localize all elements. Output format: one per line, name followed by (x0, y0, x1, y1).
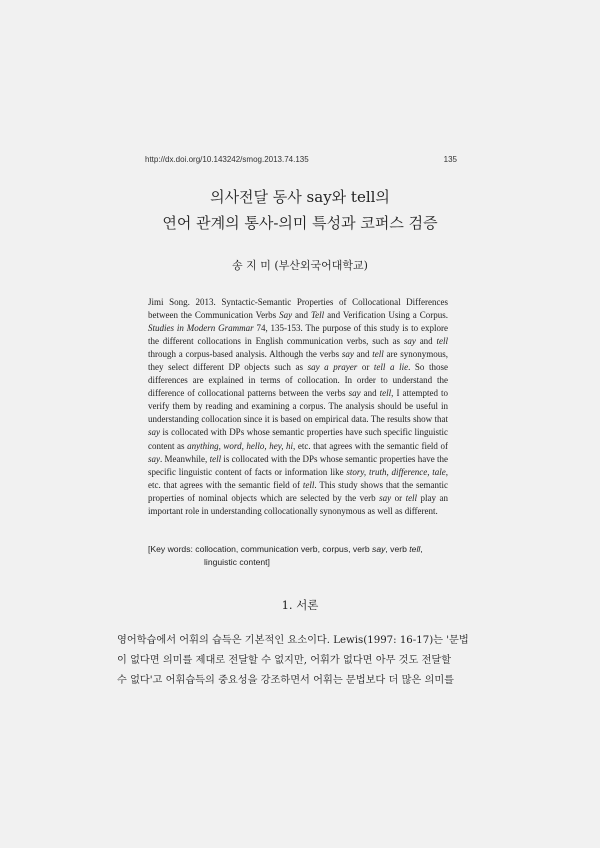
author-line: 송 지 미 (부산외국어대학교) (232, 259, 368, 272)
title-line-2: 연어 관계의 통사-의미 특성과 코퍼스 검증 (162, 214, 438, 232)
keywords-line-2: linguistic content] (204, 556, 270, 567)
section-heading: 1. 서론 (281, 598, 319, 612)
abstract: Jimi Song. 2013. Syntactic-Semantic Properties of Collocational Differences between the Communication Verbs Say and Tell and Verification Using a Corpus. Studies in Modern Grammar 74, 135-153. The purpose of this study is to explore the different collocations in English communication verbs, such as say and tell through a corpus-based analysis. Although the verbs say and tell are synonymous, they select different DP objects such as say a prayer or tell a lie. So those differences are explained in terms of collocation. In order to understand the difference of collocational patterns between the verbs say and tell, I attempted to verify them by reading and examining a corpus. The analysis should be useful in understanding collocation since it is based on empirical data. The results show that say is collocated with DPs whose semantic properties have such specific linguistic content as anything, word, hello, hey, hi, etc. that agrees with the semantic field of say. Meanwhile, tell is collocated with the DPs whose semantic properties have the specific linguistic content of facts or information like story, truth, difference, tale, etc. that agrees with the semantic field of tell. This study shows that the semantic properties of nominal objects which are selected by the verb say or tell play an important role in understanding collocationally synonymous as well as different. (148, 297, 449, 516)
body-line-3: 수 없다'고 어휘습득의 중요성을 강조하면서 어휘는 문법보다 더 많은 의미를 (117, 675, 455, 686)
title-line-1: 의사전달 동사 say와 tell의 (210, 188, 390, 206)
keywords: [Key words: collocation, communication verb, corpus, verb say, verb tell, linguistic content] (148, 543, 458, 568)
body-line-2: 이 없다면 의미를 제대로 전달할 수 없지만, 어휘가 없다면 아무 것도 전달할 (117, 655, 452, 666)
doi-link[interactable]: http://dx.doi.org/10.143242/smog.2013.74.135 (145, 155, 309, 164)
page-number: 135 (443, 155, 457, 164)
body-text (117, 631, 485, 691)
body-line-1: 영어학습에서 어휘의 습득은 기본적인 요소이다. Lewis(1997: 16-17)는 '문법 (117, 635, 469, 646)
